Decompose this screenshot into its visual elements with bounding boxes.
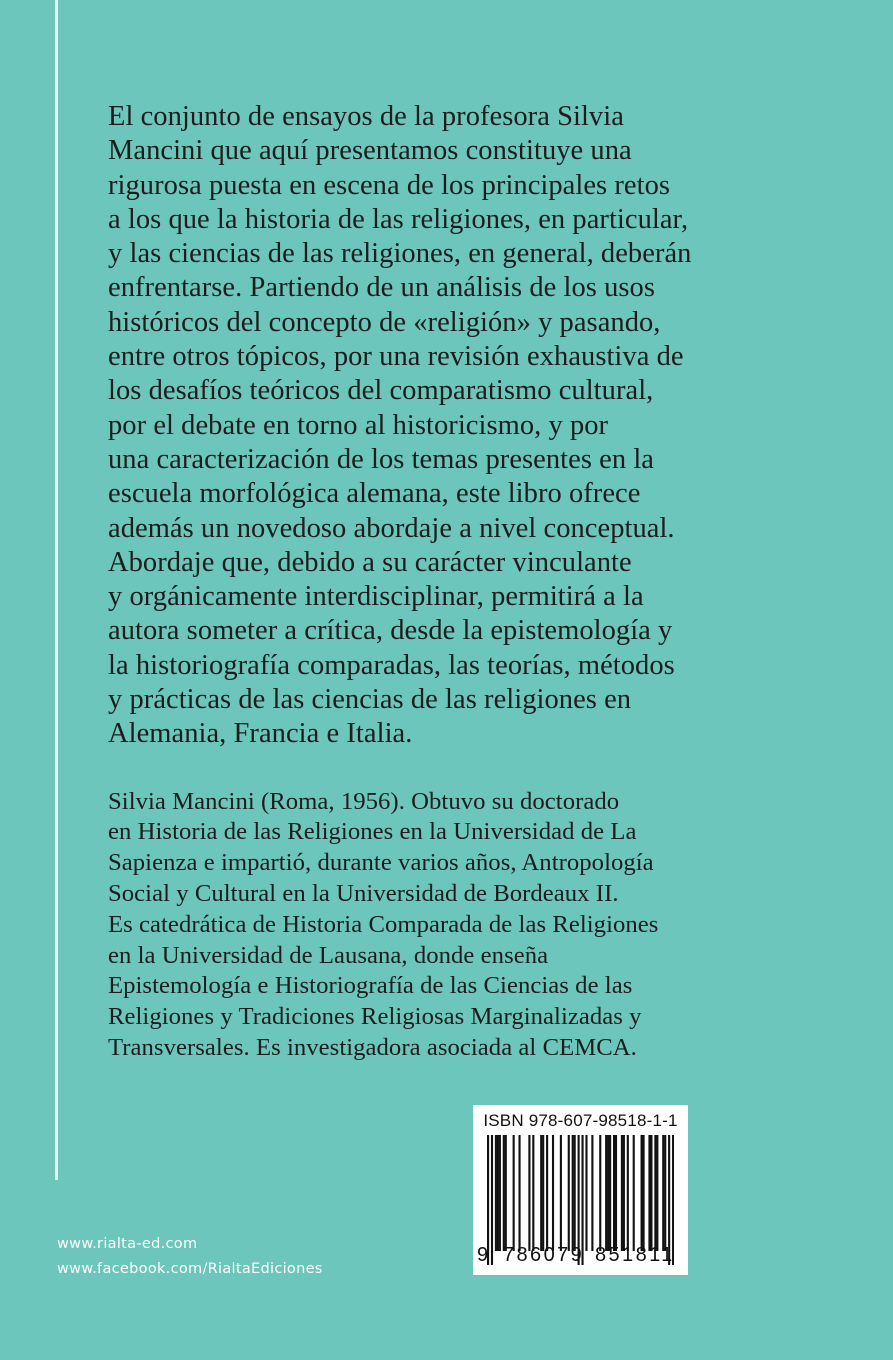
barcode-bar [656,1135,658,1251]
barcode-bar [542,1135,544,1251]
barcode-bar [591,1135,593,1251]
blurb-line: Alemania, Francia e Italia. [108,718,413,750]
barcode-bar [654,1135,656,1251]
barcode-bar [546,1135,548,1251]
barcode-bar [552,1135,554,1251]
blurb-line: El conjunto de ensayos de la profesora Silvia [108,101,624,132]
author-bio-paragraph [108,787,708,1064]
bio-line: Sapienza e impartió, durante varios años, Antropología [108,849,654,877]
barcode-bar [574,1135,576,1251]
blurb-line: enfrentarse. Partiendo de un análisis de los usos [108,272,655,304]
barcode-bar [648,1135,650,1251]
barcode-bar [497,1135,499,1251]
blurb-line: y las ciencias de las religiones, en general, deberán [108,238,692,270]
blurb-line: la historiografía comparadas, las teorías, métodos [108,649,675,681]
bio-line: Es catedrática de Historia Comparada de las Religiones [108,910,659,938]
bio-line: Religiones y Tradiciones Religiosas Marginalizadas y [108,1003,642,1031]
barcode-bar [623,1135,625,1251]
barcode-bar [609,1135,611,1251]
isbn-digit-group: 9 [477,1244,489,1266]
blurb-line: rigurosa puesta en escena de los principales retos [108,169,671,201]
barcode-bar [560,1135,562,1251]
facebook-link[interactable]: www.facebook.com/RialtaEdiciones [57,1261,323,1277]
barcode-bar [615,1135,617,1251]
bio-line: Social y Cultural en la Universidad de Bordeaux II. [108,880,619,908]
bio-line: Transversales. Es investigadora asociada al CEMCA. [108,1034,637,1062]
isbn-digit-group: 851811 [595,1244,675,1266]
barcode-bar [503,1135,505,1251]
publisher-links [57,1232,323,1282]
blurb-line: y orgánicamente interdisciplinar, permitirá a la [108,581,644,613]
bio-line: Silvia Mancini (Roma, 1956). Obtuvo su doctorado [108,787,620,815]
barcode-bar [513,1135,515,1251]
blurb-line: los desafíos teóricos del comparatismo cultural, [108,375,654,407]
barcode-bar [518,1135,520,1251]
blurb-line: entre otros tópicos, por una revisión exhaustiva de [108,341,684,373]
barcode-bar [568,1135,570,1251]
barcode-bar [613,1135,615,1251]
barcode-bar [572,1135,574,1251]
back-cover-text [108,100,708,1064]
blurb-line: históricos del concepto de «religión» y pasando, [108,306,661,338]
bio-line: en Historia de las Religiones en la Universidad de La [108,818,637,846]
barcode-bar [633,1135,635,1251]
isbn-barcode [473,1105,688,1275]
barcode-bar [532,1135,534,1251]
blurb-line: además un novedoso abordaje a nivel conceptual. [108,512,675,544]
barcode-bar [495,1135,497,1251]
barcode-bar [499,1135,501,1251]
website-link[interactable]: www.rialta-ed.com [57,1236,198,1252]
isbn-digit-group: 786079 [503,1244,585,1266]
blurb-line: una caracterización de los temas presentes en la [108,443,655,475]
barcode-bar [643,1135,645,1251]
barcode-bar [650,1135,652,1251]
isbn-label: ISBN 978-607-98518-1-1 [483,1111,678,1130]
spine-guide-line [55,0,58,1180]
isbn-digits [473,1244,688,1268]
barcode-bar [664,1135,666,1251]
barcode-bar [662,1135,664,1251]
blurb-line: escuela morfológica alemana, este libro ofrece [108,478,641,510]
barcode-bar [607,1135,609,1251]
blurb-line: y prácticas de las ciencias de las religiones en [108,684,632,716]
barcode-bar [505,1135,507,1251]
blurb-line: Mancini que aquí presentamos constituye una [108,135,632,167]
barcode-bar [627,1135,629,1251]
blurb-line: a los que la historia de las religiones, en particular, [108,203,689,235]
barcode-bar [599,1135,601,1251]
blurb-line: autora someter a crítica, desde la epistemología y [108,615,673,647]
barcode-bar [540,1135,542,1251]
blurb-line: por el debate en torno al historicismo, y por [108,409,609,441]
blurb-paragraph [108,100,708,752]
barcode-bar [528,1135,530,1251]
barcode-bar [585,1135,587,1251]
bio-line: Epistemología e Historiografía de las Ciencias de las [108,972,633,1000]
blurb-line: Abordaje que, debido a su carácter vinculante [108,546,632,578]
barcode-bar [621,1135,623,1251]
bio-line: en la Universidad de Lausana, donde enseña [108,941,549,969]
barcode-bar [641,1135,643,1251]
barcode-bar [605,1135,607,1251]
